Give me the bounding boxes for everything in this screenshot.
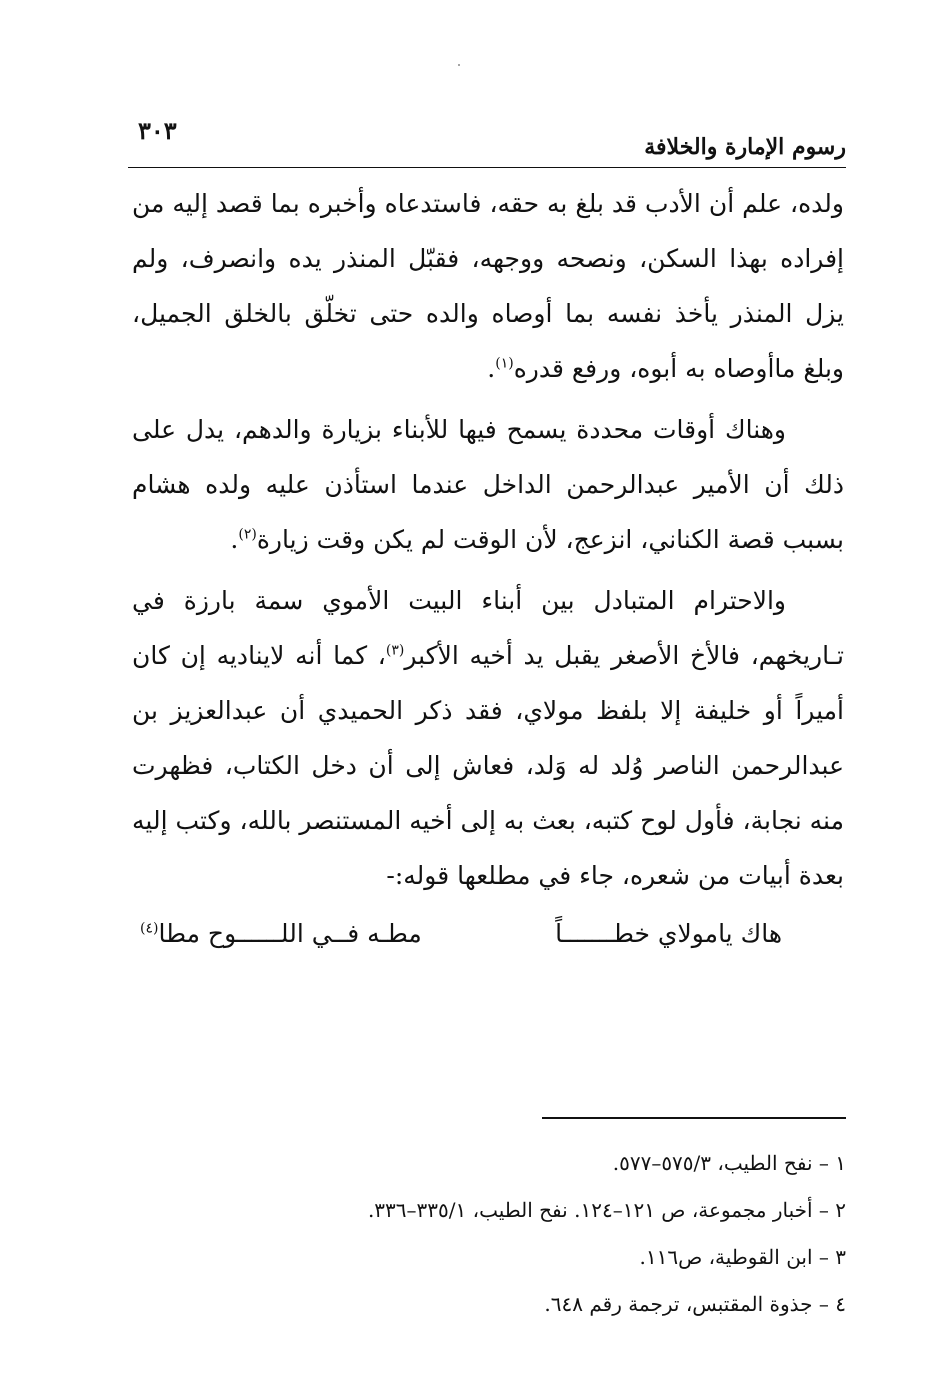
paragraph-2 — [132, 402, 844, 567]
verse-hemistich-2: مطـه فــي اللــــــوح مطا — [158, 919, 422, 948]
footnote-separator — [542, 1117, 846, 1119]
scan-speck — [458, 64, 460, 66]
paragraph-2-end: . — [230, 525, 239, 554]
footnote-3: ٣ – ابن القوطية، ص١١٦. — [639, 1245, 846, 1269]
running-title: رسوم الإمارة والخلافة — [644, 134, 846, 160]
paragraph-3 — [132, 573, 844, 903]
page-number: ٣٠٣ — [138, 116, 177, 145]
paragraph-1 — [132, 176, 844, 396]
footnotes — [200, 1140, 846, 1328]
footnote-4: ٤ – جذوة المقتبس، ترجمة رقم ٦٤٨. — [544, 1292, 846, 1316]
page-header — [128, 112, 846, 170]
paragraph-1-end: . — [487, 354, 496, 383]
paragraph-1-text: ولده، علم أن الأدب قد بلغ به حقه، فاستدعاه وأخبره بما قصد إليه من إفراده بهذا السكن، ونصحه ووجهه، فقبّل المنذر يده وانصرف، ولم يزل المنذر يأخذ نفسه بما أوصاه والده حتى تخلّق بالخلق الجميل، وبلغ ماأوصاه به أبوه، ورفع قدره — [132, 189, 844, 383]
footnote-1: ١ – نفح الطيب، ٥٧٥/٣–٥٧٧. — [612, 1151, 846, 1175]
poem-verse — [132, 906, 782, 961]
footnote-ref-2: (٢) — [238, 526, 257, 543]
verse-hemistich-1: هاك يامولاي خطـــــــاً — [555, 919, 782, 948]
footnote-2: ٢ – أخبار مجموعة، ص ١٢١–١٢٤. نفح الطيب، ٣٣٥/١–٣٣٦. — [367, 1198, 846, 1222]
footnote-ref-1: (١) — [495, 355, 514, 372]
paragraph-3-text-a: والاحترام المتبادل بين أبناء البيت الأموي سمة بارزة في تـاريخهم، فالأخ الأصغر يقبل يد أخيه الأكبر — [132, 586, 844, 670]
paragraph-3-text-b: ، كما أنه لايناديه إن كان أميراً أو خليفة إلا بلفظ مولاي، فقد ذكر الحميدي أن عبدالعزيز بن عبدالرحمن الناصر وُلد له وَلد، فعاش إلى أن دخل الكتاب، فظهرت منه نجابة، فأول لوح كتبه، بعث به إلى أخيه المستنصر بالله، وكتب إليه بعدة أبيات من شعره، جاء في مطلعها قوله:- — [132, 641, 844, 890]
body-text — [132, 176, 844, 903]
verse-hemistich-2-wrap — [140, 906, 422, 961]
footnote-ref-4: (٤) — [140, 920, 159, 937]
header-rule — [128, 167, 846, 168]
footnote-ref-3: (٣) — [385, 642, 405, 659]
paragraph-2-text: وهناك أوقات محددة يسمح فيها للأبناء بزيارة والدهم، يدل على ذلك أن الأمير عبدالرحمن الداخل عندما استأذن عليه ولده هشام بسبب قصة الكناني، انزعج، لأن الوقت لم يكن وقت زيارة — [132, 415, 844, 554]
